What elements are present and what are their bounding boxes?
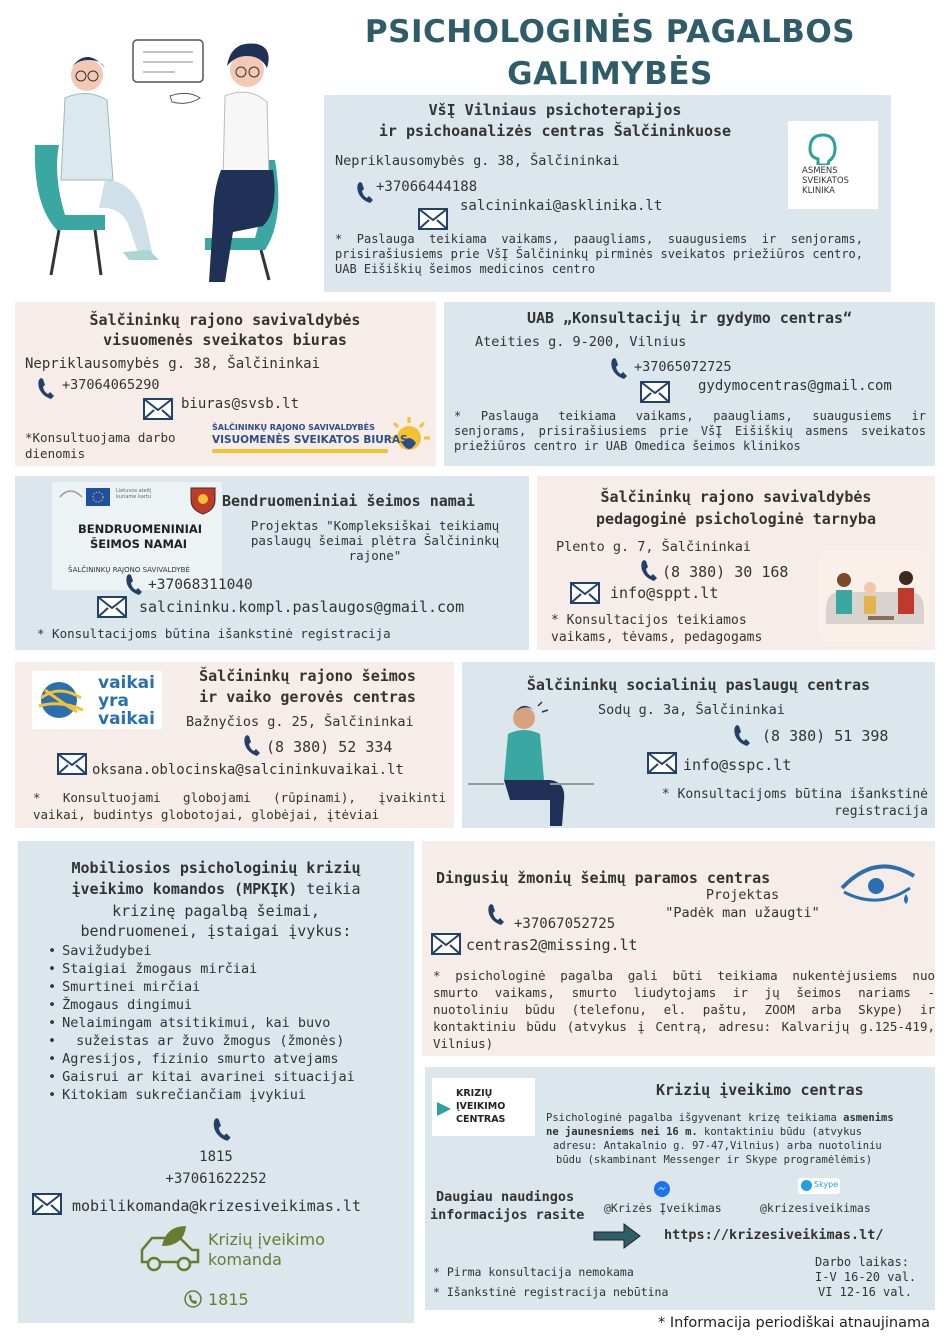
konsultaciju-email[interactable]: gydymocentras@gmail.com	[698, 378, 892, 394]
list-item: • Staigiai žmogaus mirčiai	[48, 960, 355, 978]
envelope-icon	[418, 208, 448, 230]
eu-slogan: Lietuvos ateitį kuriame kartu	[116, 488, 152, 500]
bendruomeniniai-name: Bendruomeniniai šeimos namai	[222, 492, 475, 510]
list-item: • Nelaimingam atsitikimui, kai buvo	[48, 1014, 355, 1032]
kriziu-logo-line1: KRIZIŲ	[456, 1088, 493, 1099]
mpkik-name-line2-rest: teikia	[297, 880, 361, 898]
list-item: • Gaisrui ar kitai avarinei situacijai	[48, 1068, 355, 1086]
socialiniu-note-line1: * Konsultacijoms būtina išankstinė	[661, 787, 928, 802]
bendruomeniniai-email[interactable]: salcininku.kompl.paslaugos@gmail.com	[139, 598, 465, 616]
bendruomeniniai-project-line1: Projektas "Kompleksiškai teikiamų	[250, 518, 500, 533]
vaikai-yra-vaikai-logo	[32, 671, 162, 729]
thinking-man-illustration	[468, 700, 594, 830]
svsb-logo-line1: ŠALČININKŲ RAJONO SAVIVALDYBĖS	[212, 423, 375, 432]
kriziu-messenger[interactable]: @Krizės Įveikimas	[604, 1201, 722, 1215]
phone-circle-icon	[184, 1290, 202, 1308]
phone-icon	[733, 723, 751, 747]
skype-label: Skype	[814, 1180, 839, 1189]
konsultaciju-note: * Paslauga teikiama vaikams, paaugliams, suaugusiems ir senjorams, prisirašiusiems prie VšĮ Eišiškių asmens sveikatos priežiūros centro ir UAB Omedica šeimos klinikos	[454, 409, 926, 453]
geroves-name-line2: ir vaiko gerovės centras	[199, 688, 416, 706]
kriziu-note1: * Pirma konsultacija nemokama	[433, 1265, 634, 1279]
geroves-email[interactable]: oksana.oblocinska@salcininkuvaikai.lt	[92, 762, 404, 778]
list-item: • Smurtinei mirčiai	[48, 978, 355, 996]
bendruomeniniai-logo-line1: BENDRUOMENINIAI	[78, 522, 203, 536]
envelope-icon	[640, 381, 670, 403]
phone-icon	[640, 558, 658, 582]
vilnius-address: Nepriklausomybės g. 38, Šalčininkai	[335, 153, 620, 169]
mpkik-name-line2	[18, 880, 414, 898]
socialiniu-email[interactable]: info@sspc.lt	[683, 756, 792, 774]
phone-icon	[487, 902, 505, 926]
kriziu-desc-bold1: asmenims	[843, 1112, 894, 1124]
bendruomeniniai-project-line3: rajone"	[348, 548, 402, 563]
envelope-icon	[143, 398, 173, 420]
socialiniu-address: Sodų g. 3a, Šalčininkai	[598, 702, 785, 718]
klinika-logo-line1: ASMENS	[802, 166, 838, 176]
konsultaciju-address: Ateities g. 9-200, Vilnius	[475, 334, 687, 350]
svsb-address: Nepriklausomybės g. 38, Šalčininkai	[25, 356, 321, 372]
list-item: • Agresijos, fizinio smurto atvejams	[48, 1050, 355, 1068]
pedagogine-note-line1: * Konsultacijos teikiamos	[551, 613, 747, 628]
pedagogine-name-line2: pedagoginė psichologinė tarnyba	[596, 510, 876, 528]
envelope-icon	[57, 753, 87, 775]
car-leaf-icon	[136, 1222, 202, 1276]
pedagogine-email[interactable]: info@sppt.lt	[610, 584, 719, 602]
pedagogine-name-line1: Šalčininkų rajono savivaldybės	[600, 488, 872, 506]
svsb-logo-line2: VISUOMENĖS SVEIKATOS BIURAS	[212, 434, 408, 446]
eye-tear-logo	[836, 858, 920, 910]
klinika-logo-line3: KLINIKA	[802, 186, 835, 196]
bendruomeniniai-phone[interactable]: +37068311040	[148, 577, 253, 593]
geroves-phone[interactable]: (8 380) 52 334	[266, 738, 393, 756]
bendruomeniniai-logo-line3: ŠALČININKŲ RAJONO SAVIVALDYBĖ	[68, 566, 190, 574]
globe-scribble-icon	[35, 676, 87, 724]
skype-logo-mark	[801, 1180, 812, 1191]
page-title-line1: PSICHOLOGINĖS PAGALBOS	[364, 14, 856, 50]
list-item: • Žmogaus dingimui	[48, 996, 355, 1014]
kriziu-logo-line3: CENTRAS	[456, 1114, 506, 1125]
list-item: • Kitokiam sukrečiančiam įvykiui	[48, 1086, 355, 1104]
mpkik-email[interactable]: mobilikomanda@krizesiveikimas.lt	[72, 1197, 361, 1215]
page-title-line2: GALIMYBĖS	[507, 56, 713, 92]
geroves-address: Bažnyčios g. 25, Šalčininkai	[186, 714, 414, 730]
footer-note: * Informacija periodiškai atnaujinama	[658, 1315, 930, 1331]
vilnius-email[interactable]: salcininkai@asklinika.lt	[460, 198, 663, 214]
skype-icon	[798, 1178, 840, 1194]
kriziu-hours-title: Darbo laikas:	[815, 1255, 909, 1269]
envelope-icon	[570, 582, 600, 604]
kriziu-desc-line4: būdu (skambinant Messenger ir Skype programėlėmis)	[556, 1154, 873, 1166]
geroves-name-line1: Šalčininkų rajono šeimos	[199, 667, 416, 685]
envelope-icon	[431, 933, 461, 955]
list-item-continuation-text: sužeistas ar žuvo žmogus (žmonės)	[76, 1033, 345, 1049]
dingusiu-phone[interactable]: +37067052725	[514, 916, 616, 932]
phone-icon	[610, 356, 628, 380]
kriziu-name: Krizių įveikimo centras	[656, 1081, 864, 1099]
bendruomeniniai-logo-line2: ŠEIMOS NAMAI	[90, 537, 188, 551]
svsb-phone[interactable]: +37064065290	[62, 377, 160, 393]
phone-icon	[37, 376, 55, 400]
kriziu-desc-rest1: kontaktiniu būdu (atvykus	[697, 1126, 863, 1138]
vilnius-phone[interactable]: +37066444188	[376, 179, 478, 195]
kriziu-desc-line2	[546, 1126, 862, 1138]
mpkik-name-line2-bold: įveikimo komandos (MPKĮK)	[71, 880, 298, 898]
bendruomeniniai-note: * Konsultacijoms būtina išankstinė registracija	[37, 626, 391, 641]
kriziu-hours1: I-V 16-20 val.	[815, 1270, 917, 1284]
socialiniu-note-line2: registracija	[834, 804, 928, 819]
geroves-note: * Konsultuojami globojami (rūpinami), įvaikinti vaikai, budintys globotojai, globėjai, įtėviai	[33, 790, 446, 822]
mpkik-name-line4: bendruomenei, įstaigai įvykus:	[80, 922, 352, 940]
kriziu-desc-bold2: ne jaunesniems nei 16 m.	[546, 1126, 698, 1138]
vilnius-name-line1: VšĮ Vilniaus psichoterapijos	[428, 101, 682, 119]
list-item: • Savižudybei	[48, 942, 355, 960]
bendruomeniniai-project-line2: paslaugų šeimai plėtra Šalčininkų	[250, 533, 500, 548]
kriziu-skype[interactable]: @krizesiveikimas	[760, 1201, 871, 1215]
mpkik-logo-number: 1815	[208, 1290, 249, 1309]
socialiniu-phone[interactable]: (8 380) 51 398	[762, 727, 889, 745]
kriziu-desc-line1	[546, 1112, 894, 1124]
asmens-sveikatos-klinika-logo	[788, 121, 878, 209]
svsb-email[interactable]: biuras@svsb.lt	[181, 396, 300, 412]
family-illustration	[818, 550, 930, 642]
svsb-name-line1: Šalčininkų rajono savivaldybės	[89, 311, 361, 329]
mpkik-name-line3: krizinę pagalbą šeimai,	[112, 902, 320, 920]
vaikai-logo-line2: yra	[98, 691, 129, 711]
mpkik-logo-line1: Krizių įveikimo	[208, 1230, 325, 1249]
coat-of-arms-icon	[188, 485, 218, 515]
eu-flag-icon	[58, 486, 112, 508]
mpkik-name-line1: Mobiliosios psichologinių krizių	[71, 859, 361, 877]
pedagogine-phone[interactable]: (8 380) 30 168	[662, 563, 789, 581]
envelope-icon	[647, 752, 677, 774]
socialiniu-name: Šalčininkų socialinių paslaugų centras	[526, 676, 871, 694]
arrow-right-logo-icon	[435, 1100, 453, 1118]
pedagogine-address: Plento g. 7, Šalčininkai	[556, 539, 752, 555]
kriziu-hours2: VI 12-16 val.	[818, 1285, 912, 1299]
pedagogine-note-line2: vaikams, tėvams, pedagogams	[551, 630, 763, 645]
kriziu-info-line2: informacijos rasite	[430, 1207, 585, 1223]
kriziu-desc-line3: adresu: Antakalnio g. 97-47,Vilnius) arba nuotoliniu	[553, 1140, 882, 1152]
klinika-logo-line2: SVEIKATOS	[802, 176, 849, 186]
phone-icon	[125, 572, 143, 596]
kriziu-centras-logo	[432, 1078, 535, 1136]
mpkik-short-number[interactable]: 1815	[199, 1149, 233, 1165]
list-item-continuation	[48, 1032, 355, 1050]
svsb-note-line1: *Konsultuojama darbo	[25, 430, 176, 445]
mpkik-phone[interactable]: +37061622252	[165, 1171, 267, 1187]
svsb-logo	[210, 415, 435, 461]
arrow-right-icon	[592, 1220, 644, 1252]
kriziu-info-line1: Daugiau naudingos	[436, 1189, 575, 1205]
mpkik-logo-line2: komanda	[208, 1250, 282, 1269]
consultation-illustration	[25, 30, 325, 290]
kriziu-url[interactable]: https://krizesiveikimas.lt/	[664, 1227, 884, 1243]
dingusiu-project-line1: Projektas	[705, 887, 780, 903]
dingusiu-note: * psichologinė pagalba gali būti teikiama nukentėjusiems nuo smurto vaikams, smurto liudytojams ir jų šeimos nariams - nuotoliniu būdu (telefonu, el. paštu, ZOOM arba Skype) ir kontaktiniu būdu (atvykus į Centrą, adresu: Kalvarijų g.125-419, Vilnius)	[433, 968, 935, 1051]
mpkik-event-list	[48, 942, 355, 1104]
vaikai-logo-line3: vaikai	[98, 709, 155, 729]
konsultaciju-phone[interactable]: +37065072725	[634, 359, 732, 375]
vilnius-name-line2: ir psichoanalizės centras Šalčininkuose	[378, 122, 732, 140]
head-profile-icon	[808, 133, 838, 165]
kriziu-logo-line2: ĮVEIKIMO	[456, 1101, 506, 1112]
svsb-logo-swoosh	[212, 449, 388, 453]
svsb-note-line2: dienomis	[25, 446, 86, 461]
dingusiu-project-line2: "Padėk man užaugti"	[665, 905, 820, 921]
phone-icon	[243, 733, 261, 757]
dingusiu-name: Dingusių žmonių šeimų paramos centras	[436, 869, 771, 887]
svsb-name-line2: visuomenės sveikatos biuras	[103, 331, 347, 349]
phone-icon	[212, 1116, 232, 1142]
messenger-icon	[653, 1180, 671, 1198]
envelope-icon	[97, 596, 127, 618]
kriziu-desc-prefix: Psichologinė pagalba išgyvenant krizę teikiama	[546, 1112, 844, 1124]
phone-icon	[356, 180, 374, 204]
vaikai-logo-line1: vaikai	[98, 673, 155, 693]
kriziu-note2: * Išankstinė registracija nebūtina	[433, 1285, 669, 1299]
envelope-icon	[32, 1193, 62, 1215]
vilnius-note: * Paslauga teikiama vaikams, paaugliams, suaugusiems ir senjorams, prisirašiusiems prie VšĮ Šalčininkų pirminės sveikatos priežiūros centro, UAB Eišiškių šeimos medicinos centro	[335, 232, 863, 276]
dingusiu-email[interactable]: centras2@missing.lt	[466, 936, 638, 954]
konsultaciju-name: UAB „Konsultacijų ir gydymo centras“	[526, 309, 853, 327]
